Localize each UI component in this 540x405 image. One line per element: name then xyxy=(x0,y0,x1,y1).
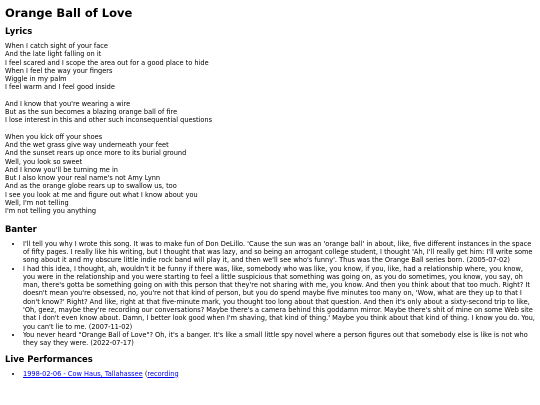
lyric-line: Well, you look so sweet xyxy=(5,157,83,166)
recording-link[interactable]: recording xyxy=(147,369,179,378)
live-performances-heading: Live Performances xyxy=(5,353,93,364)
lyrics-section xyxy=(5,42,535,216)
banter-item: • You never heard "Orange Ball of Love"? Oh, it's a banger. It's like a small little spy novel where a person figures out that somebody else is like is not who they say they were. (2022-07-17) xyxy=(23,331,535,348)
lyric-line: I'm not telling you anything xyxy=(5,207,97,216)
lyric-line: I feel scared and I scope the area out for a good place to hide xyxy=(5,58,209,67)
lyric-line: And the wet grass give way underneath your feet xyxy=(5,140,169,149)
lyric-line: But as the sun becomes a blazing orange ball of fire xyxy=(5,108,178,117)
lyric-line: And the late light falling on it xyxy=(5,50,102,59)
banter-list xyxy=(5,240,535,348)
live-performance-item xyxy=(23,370,535,378)
lyric-line: When you kick off your shoes xyxy=(5,132,103,141)
lyric-line: But I also know your real name's not Amy Lynn xyxy=(5,174,161,183)
lyric-line: And the sunset rears up once more to its burial ground xyxy=(5,149,187,158)
banter-item: • I had this idea, I thought, ah, wouldn't it be funny if there was, like, somebody who was like, you know, if you, like, had a relationship where, you know, you were in the relationship and you were starting to feel a little suspicious that something was going on, as you do sometimes, you know, you say, oh man, there's gotta be something going on with this person that they're not sharing with me, you know. And then you think about that too much. Right? It doesn't mean you're obsessed, no, you're not that kind of person, but you do spend maybe five minutes too many on, 'Wow, what are they up to that I don't know?' Right? And like, right at that five-minute mark, you thought too long about that question. And then it's only about a sixty-second trip to like, 'Oh, geez, maybe they're recording our conversations? Maybe there's a camera behind this goddamn mirror. Maybe there's shit of mine on some Web site that I don't even know about. Damn, I better look good when I'm shaving, that kind of thing.' Maybe you think about that kind of thing. I know you do. You, you can't lie to me. (2007-11-02) xyxy=(23,265,535,331)
lyrics-heading: Lyrics xyxy=(5,26,33,36)
lyric-line: When I feel the way your fingers xyxy=(5,66,113,75)
lyric-line: Well, I'm not telling xyxy=(5,199,69,208)
lyric-line: When I catch sight of your face xyxy=(5,42,108,50)
lyric-line: Wiggle in my palm xyxy=(5,75,67,84)
banter-heading: Banter xyxy=(5,223,37,234)
page-title: Orange Ball of Love xyxy=(5,6,133,20)
performance-link[interactable]: 1998-02-06 - Cow Haus, Tallahassee xyxy=(23,369,143,378)
lyric-line: I lose interest in this and other such inconsequential questions xyxy=(5,116,213,125)
lyric-line: And I know you'll be turning me in xyxy=(5,165,118,174)
lyrics-stanza xyxy=(5,100,535,125)
lyric-line: I feel warm and I feel good inside xyxy=(5,83,115,92)
recording-paren: ( xyxy=(142,369,148,378)
lyrics-stanza xyxy=(5,42,535,92)
lyric-line: And I know that you're wearing a wire xyxy=(5,99,131,108)
lyrics-stanza xyxy=(5,133,535,216)
banter-item: • I'll tell you why I wrote this song. It was to make fun of Don DeLillo. 'Cause the sun was an 'orange ball' in about, like, five different instances in the space of fifty pages. I really like his writing, but I thought that was lazy, and so being an arrogant college student, I thought 'Ah, I'll really get him: I'll write some song about it and my obscure little indie rock band will play it, and then we'll see who's funny'. Thus was the Orange Ball series born. (2005-07-02) xyxy=(23,240,535,265)
live-performances-list xyxy=(5,370,535,378)
lyric-line: I see you look at me and figure out what I know about you xyxy=(5,190,198,199)
lyric-line: And as the orange globe rears up to swallow us, too xyxy=(5,182,177,191)
